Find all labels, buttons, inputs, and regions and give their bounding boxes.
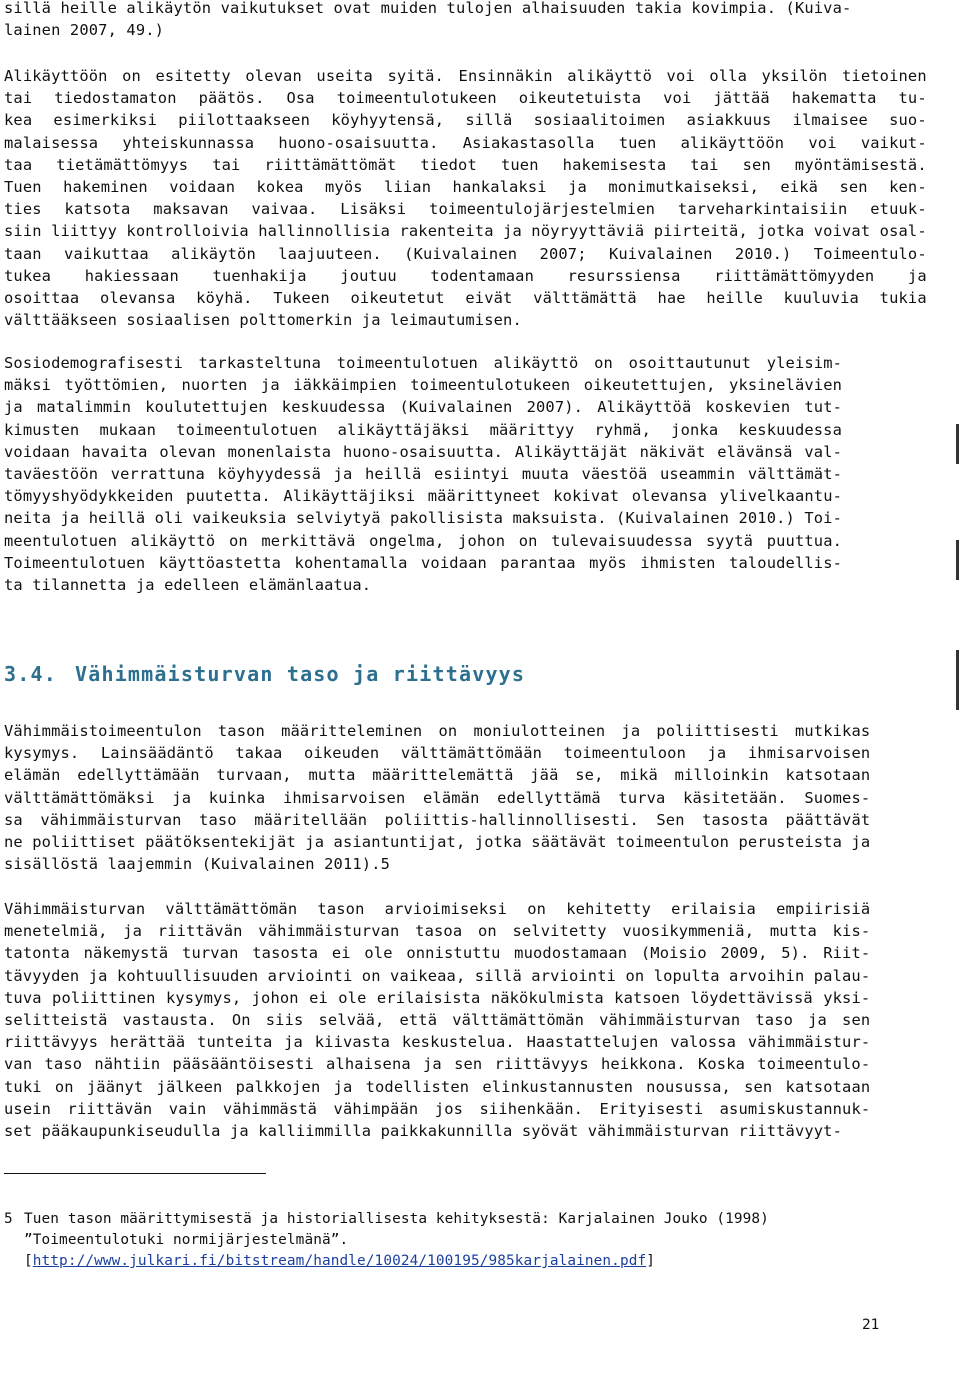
paragraph-underuse-reasons	[4, 65, 927, 331]
footnote-separator	[4, 1173, 266, 1174]
text-line: set pääkaupunkiseudulla ja kalliimmilla paikkakunnilla syövät vähimmäisturvan riittävyyt-	[4, 1122, 843, 1141]
text-line: meentulotuen alikäyttö on merkittävä ongelma, johon on tulevaisuudessa syytä puuttua.	[4, 531, 843, 550]
edge-mark	[956, 650, 959, 710]
paragraph-minimum-security-adequacy	[4, 898, 870, 1142]
text-line: lainen 2007, 49.)	[4, 21, 165, 40]
footnote-link[interactable]: http://www.julkari.fi/bitstream/handle/10024/100195/985karjalainen.pdf	[32, 1253, 647, 1269]
footnote-text-line-1: Tuen tason määrittymisestä ja historiallisesta kehityksestä: Karjalainen Jouko (1998)	[24, 1211, 769, 1227]
text-line: ne poliittiset päätöksentekijät ja asiantuntijat, jotka säätävät toimeentulon perusteista ja	[4, 833, 871, 852]
text-line: Sosiodemografisesti tarkasteltuna toimeentulotuen alikäyttö on osoittautunut yleisim-	[4, 354, 843, 372]
text-line: Toimeentulotuen käyttöastetta kohentamalla voidaan parantaa myös ihmisten taloudellis-	[4, 553, 843, 572]
footnote-bracket-close: ]	[646, 1253, 656, 1269]
section-title: Vähimmäisturvan taso ja riittävyys	[74, 662, 526, 686]
text-line: voidaan havaita olevan monenlaista huono-osaisuutta. Alikäyttäjät näkivät elävänsä val-	[4, 442, 843, 461]
text-line: tuki on jäänyt jälkeen palkkojen ja todellisten elinkustannusten nousussa, sen katsotaan	[4, 1077, 871, 1096]
text-line: taa tietämättömyys tai riittämättömät tiedot tuen hakemisesta tai sen myöntämisestä.	[4, 155, 927, 174]
edge-mark	[956, 540, 959, 580]
section-number: 3.4.	[4, 662, 57, 686]
text-line: mäksi työttömien, nuorten ja iäkkäimpien toimeentulotukeen oikeutettujen, yksinelävien	[4, 376, 843, 395]
text-line: Vähimmäisturvan välttämättömän tason arvioimiseksi on kehitetty erilaisia empiirisiä	[4, 900, 871, 918]
text-line: menetelmiä, ja riittävän vähimmäisturvan tasoa on selvitetty vuosikymmeniä, mutta kis-	[4, 922, 871, 941]
text-line: riittävyys herättää tunteita ja kiivasta keskustelua. Haastattelujen valossa vähimmäistur-	[4, 1033, 871, 1052]
text-line: kea esimerkiksi piilottaakseen köyhyytensä, sillä sosiaalitoimen asiakkuus ilmaisee suo-	[4, 111, 927, 130]
edge-mark	[956, 424, 959, 464]
footnote-bracket-open: [	[24, 1253, 33, 1269]
paragraph-sociodemographics	[4, 352, 842, 596]
text-line: sisällöstä laajemmin (Kuivalainen 2011).5	[4, 855, 391, 874]
text-line: elämän edellyttämään turvaan, mutta määrittelemättä jää se, mikä milloinkin katsotaan	[4, 766, 871, 785]
text-line: ta tilannetta ja edelleen elämänlaatua.	[4, 576, 372, 595]
text-line: neita ja heillä oli vaikeuksia selviytyä pakollisista maksuista. (Kuivalainen 2010.) Toi-	[4, 509, 843, 528]
text-line: välttämättömäksi ja kuinka ihmisarvoisen elämän edellyttämä turva käsitetään. Suomes-	[4, 788, 871, 807]
text-line: kysymys. Lainsäädäntö takaa oikeuden välttämättömään toimeentuloon ja ihmisarvoisen	[4, 744, 871, 763]
text-line: tai tiedostamaton päätös. Osa toimeentulotukeen oikeutetuista voi jättää hakematta tu-	[4, 89, 927, 108]
section-heading	[4, 662, 525, 686]
text-line: kimusten mukaan toimeentulotuen alikäyttäjäksi määrittyy ryhmä, jonka keskuudessa	[4, 420, 843, 439]
text-line: sa vähimmäisturvan taso määritellään poliittis-hallinnollisesti. Sen tasosta päättävät	[4, 810, 871, 829]
text-line: taan vaikuttaa alikäytön laajuuteen. (Kuivalainen 2007; Kuivalainen 2010.) Toimeentulo-	[4, 244, 927, 263]
footnote-text-line-2: ”Toimeentulotuki normijärjestelmänä”.	[24, 1232, 349, 1248]
text-line: ties katsota maksavan vaivaa. Lisäksi toimeentulojärjestelmien tarveharkintaisiin etuuk-	[4, 200, 927, 219]
text-line: tatonta näkemystä turvan tasosta ei ole onnistuttu muodostamaan (Moisio 2009, 5). Riit-	[4, 944, 871, 963]
text-line: Tuen hakeminen voidaan kokea myös liian hankalaksi ja monimutkaiseksi, eikä sen ken-	[4, 178, 927, 197]
text-line: Vähimmäistoimeentulon tason määritteleminen on moniulotteinen ja poliittisesti mutkikas	[4, 722, 871, 740]
text-line: tukea hakiessaan tuenhakija joutuu todentamaan resurssiensa riittämättömyyden ja	[4, 266, 927, 285]
text-line: välttääkseen sosiaalisen polttomerkin ja leimautumisen.	[4, 311, 522, 330]
text-line: ja matalimmin koulutettujen keskuudessa (Kuivalainen 2007). Alikäyttöä koskevien tut-	[4, 398, 843, 417]
text-line: sillä heille alikäytön vaikutukset ovat muiden tulojen alhaisuuden takia kovimpia. (Kuiva-	[4, 0, 852, 17]
paragraph-continued	[4, 0, 851, 41]
text-line: tävyyden ja kohtuullisuuden arviointi on vaikeaa, sillä arviointi on lopulta arvoihin palau-	[4, 966, 871, 985]
footnote	[4, 1209, 769, 1272]
text-line: siin liittyy kontrolloivia hallinnollisia rakenteita ja nöyryyttäviä piirteitä, jotka voivat osal-	[4, 222, 927, 241]
text-line: taväestöön verrattuna köyhyydessä ja heillä esiintyi muuta väestöä useammin välttämät-	[4, 465, 843, 484]
text-line: tömyyshyödykkeiden puutetta. Alikäyttäjiksi määrittyneet kokivat olevansa ylivelkaantu-	[4, 487, 843, 506]
footnote-number: 5	[4, 1211, 13, 1227]
page-number: 21	[862, 1317, 880, 1333]
text-line: tuva poliittinen kysymys, johon ei ole erilaisista näkökulmista katsoen löydettävissä yksi-	[4, 988, 871, 1007]
text-line: selitteistä vastausta. On siis selvää, että välttämättömän vähimmäisturvan taso ja sen	[4, 1011, 871, 1030]
text-line: malaisessa yhteiskunnassa huono-osaisuutta. Asiakastasolla tuen alikäyttöön voi vaikut-	[4, 133, 927, 152]
paragraph-minimum-income-definition	[4, 720, 870, 875]
text-line: usein riittävän vain vähimmästä vähimpään jos siihenkään. Erityisesti asumiskustannuk-	[4, 1099, 871, 1118]
text-line: Alikäyttöön on esitetty olevan useita syitä. Ensinnäkin alikäyttö voi olla yksilön tietoinen	[4, 67, 927, 85]
text-line: van taso nähtiin pääsääntöisesti alhaisena ja sen riittävyys heikkona. Koska toimeentulo-	[4, 1055, 871, 1074]
text-line: osoittaa olevansa köyhä. Tukeen oikeutetut eivät välttämättä hae heille kuuluvia tukia	[4, 289, 927, 308]
